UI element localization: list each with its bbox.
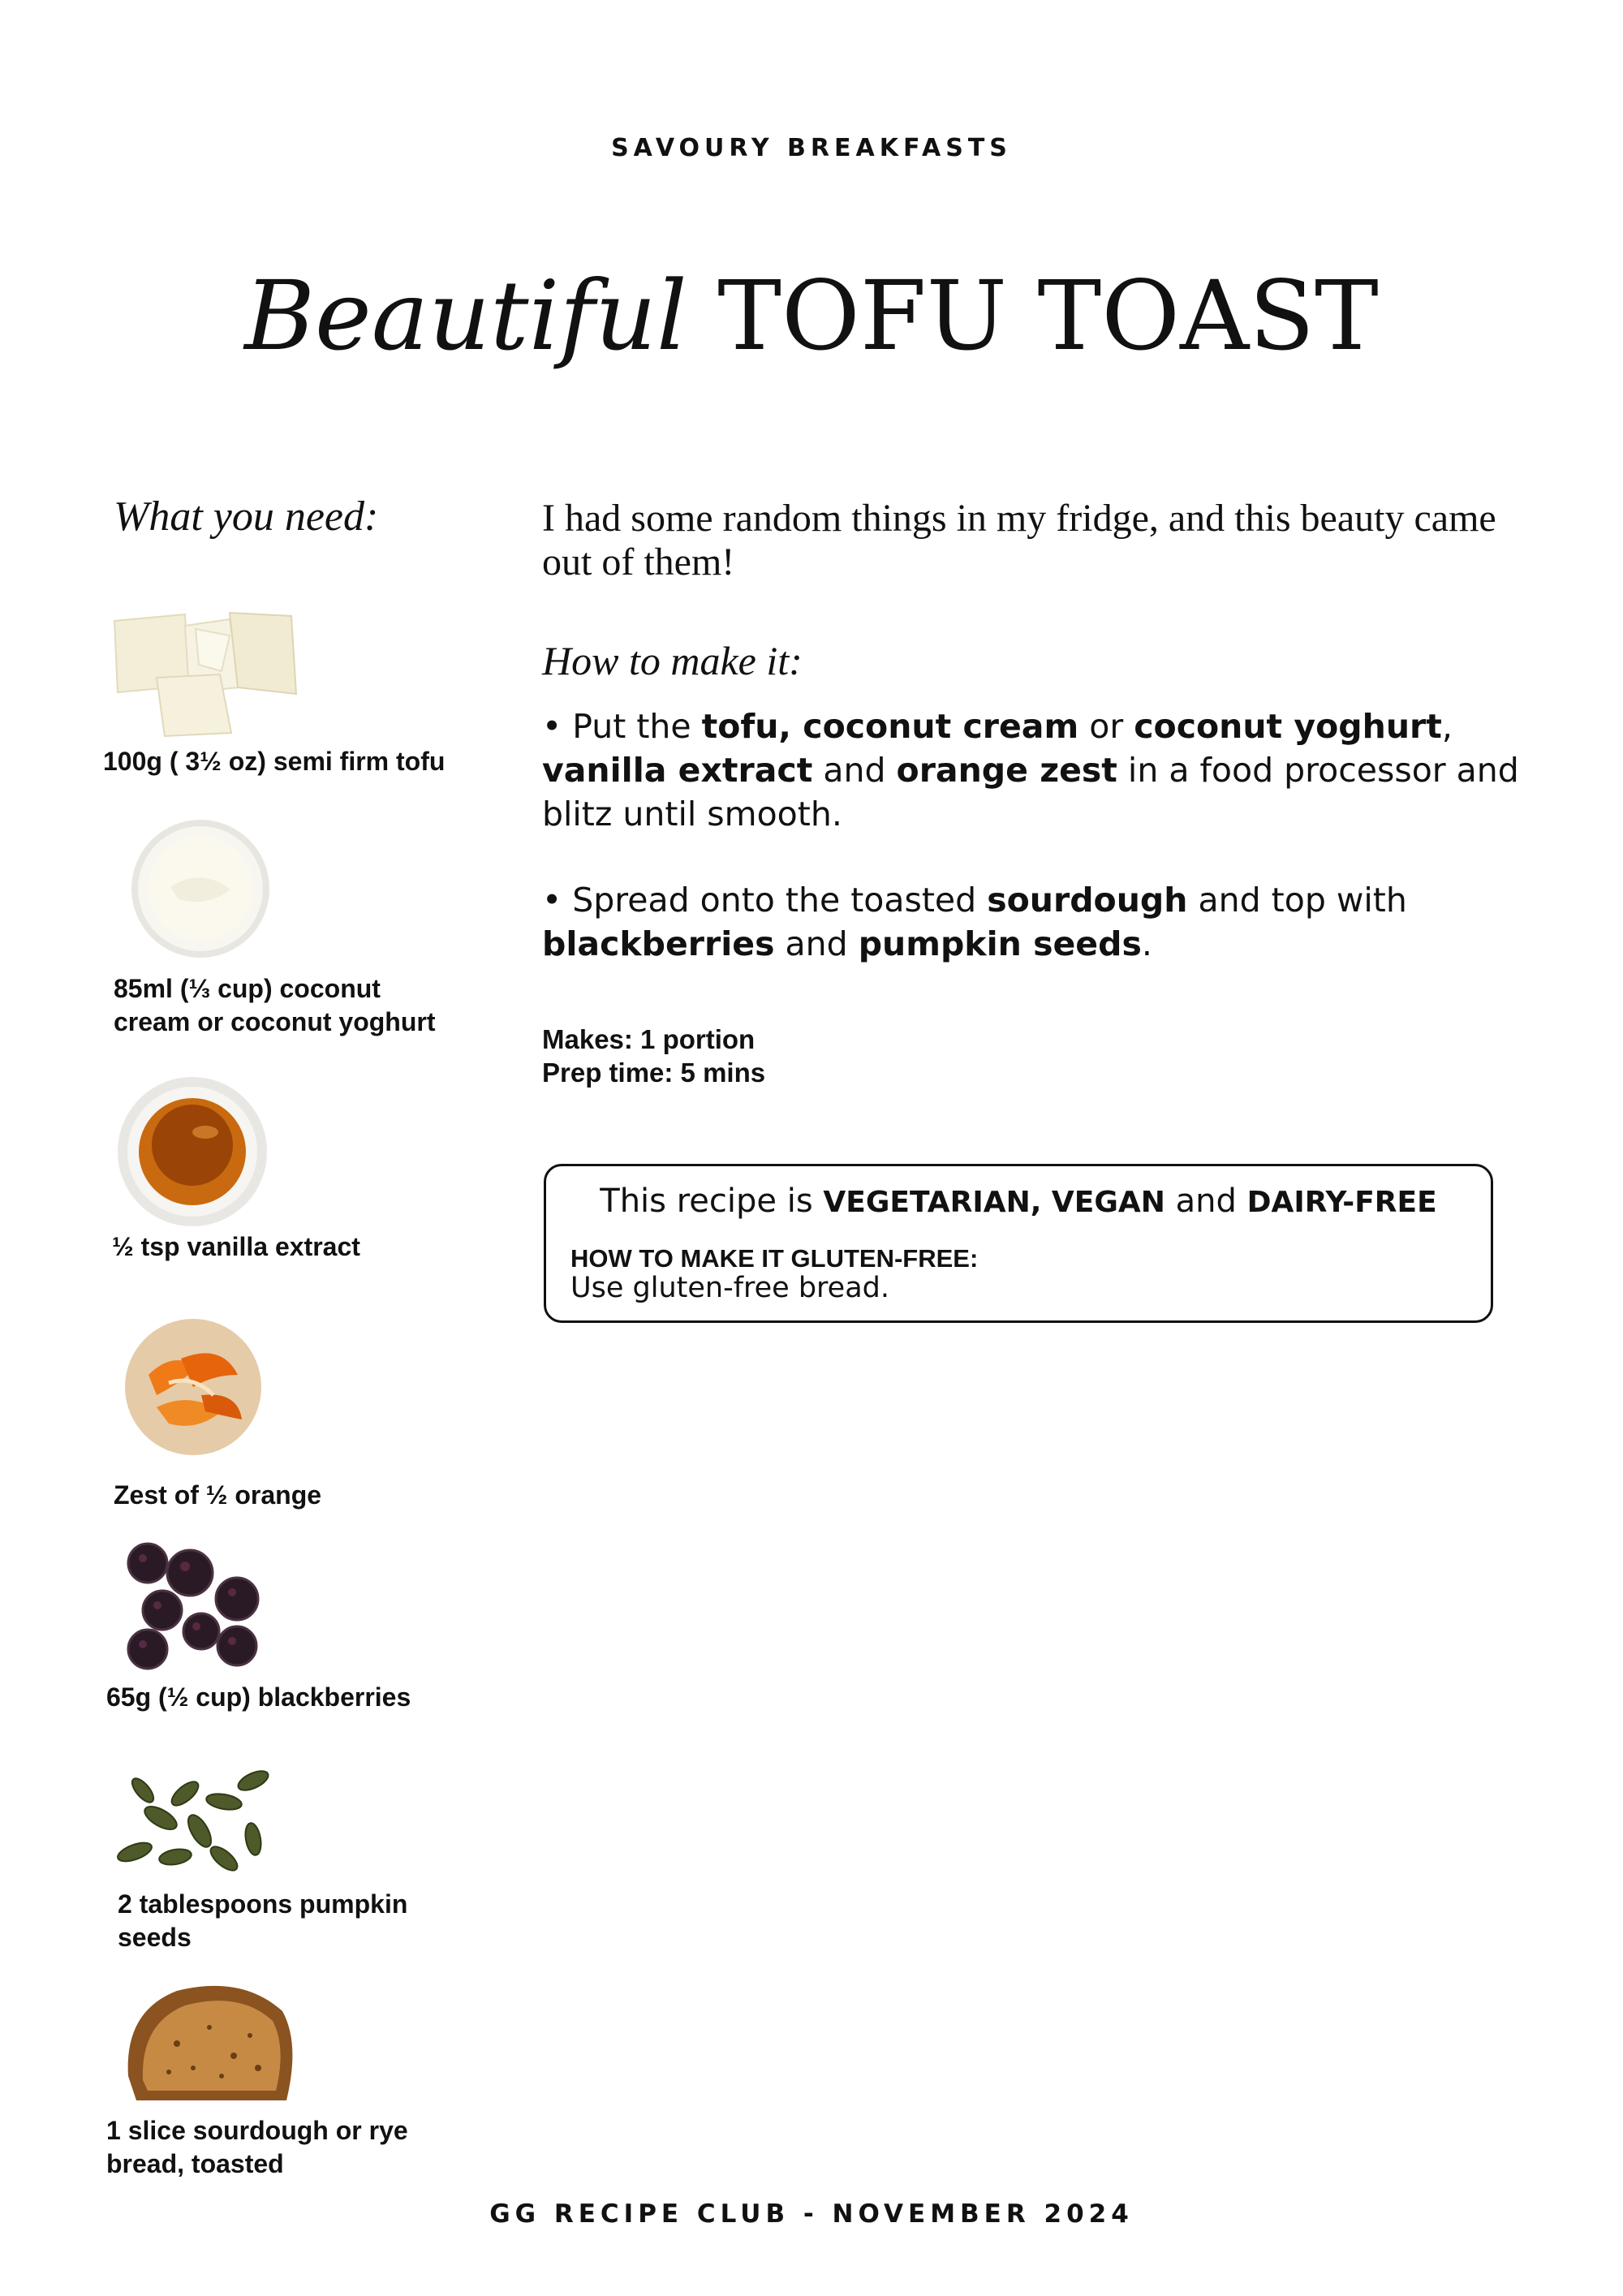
vanilla-extract-icon [116,1075,269,1228]
recipe-intro: I had some random things in my fridge, and this beauty came out of them! [542,497,1496,584]
ingredient-line: cream or coconut yoghurt [114,1007,436,1036]
page-footer: GG RECIPE CLUB - NOVEMBER 2024 [489,2199,1134,2229]
dietary-prefix: This recipe is [600,1182,824,1220]
ingredient-label-blackberries [106,1681,411,1714]
recipe-meta [542,1023,765,1089]
sourdough-icon [120,1979,300,2107]
step-text: in a food processor and blitz until smooth. [542,751,1519,834]
makes-text: Makes: 1 portion [542,1024,756,1054]
ingredient-line: 1 slice sourdough or rye [106,2116,408,2145]
ingredient-label-orange [114,1479,321,1512]
ingredient-line: 100g ( 3½ oz) semi firm tofu [103,747,446,776]
pumpkin-seeds-icon [110,1761,278,1881]
ingredient-line: 2 tablespoons pumpkin [118,1889,408,1919]
recipe-category: SAVOURY BREAKFASTS [611,134,1012,162]
dietary-tag-last: DAIRY-FREE [1246,1186,1437,1219]
recipe-title-main: TOFU TOAST [717,260,1379,372]
step-text-bold: pumpkin seeds [858,924,1142,963]
ingredient-label-vanilla [112,1230,360,1264]
dietary-line [546,1182,1491,1220]
step-text: or [1078,707,1134,746]
ingredient-line: ½ tsp vanilla extract [112,1232,360,1261]
orange-zest-icon [124,1318,262,1456]
ingredient-line: bread, toasted [106,2149,284,2178]
dietary-info-box [544,1164,1493,1323]
step-text-bold: tofu, coconut cream [701,707,1079,746]
gluten-free-text: Use gluten-free bread. [570,1272,889,1304]
method-step-2 [542,878,1540,966]
ingredient-line: seeds [118,1923,192,1952]
step-text: • Put the [542,707,702,746]
step-text: • Spread onto the toasted [542,881,988,920]
method-heading: How to make it: [542,638,803,683]
step-text-bold: sourdough [987,881,1188,920]
ingredient-line: 85ml (⅓ cup) coconut [114,974,381,1003]
step-text: . [1141,924,1152,963]
step-text-bold: coconut yoghurt [1134,707,1442,746]
gluten-free-heading: HOW TO MAKE IT GLUTEN-FREE: [570,1244,979,1273]
method-step-1 [542,704,1540,836]
prep-time-text: Prep time: 5 mins [542,1058,766,1088]
step-text: and [774,924,859,963]
recipe-title [0,260,1623,372]
ingredients-heading: What you need: [114,493,379,540]
recipe-title-italic: Beautiful [244,260,687,372]
dietary-tags: VEGETARIAN, VEGAN [823,1186,1165,1219]
ingredient-label-tofu [103,745,445,778]
step-text-bold: blackberries [542,924,775,963]
blackberries-icon [123,1540,268,1672]
dietary-and: and [1165,1182,1247,1220]
step-text-bold: orange zest [896,751,1117,790]
step-text-bold: vanilla extract [542,751,813,790]
coconut-cream-icon [130,818,271,959]
step-text: and top with [1187,881,1407,920]
tofu-icon [108,597,307,741]
ingredient-label-pumpkin-seeds [118,1888,407,1954]
ingredient-line: 65g (½ cup) blackberries [106,1682,411,1712]
ingredient-label-coconut-cream [114,972,436,1039]
ingredient-line: Zest of ½ orange [114,1480,322,1510]
step-text: , [1441,707,1453,746]
step-text: and [812,751,897,790]
ingredient-label-sourdough [106,2114,408,2181]
